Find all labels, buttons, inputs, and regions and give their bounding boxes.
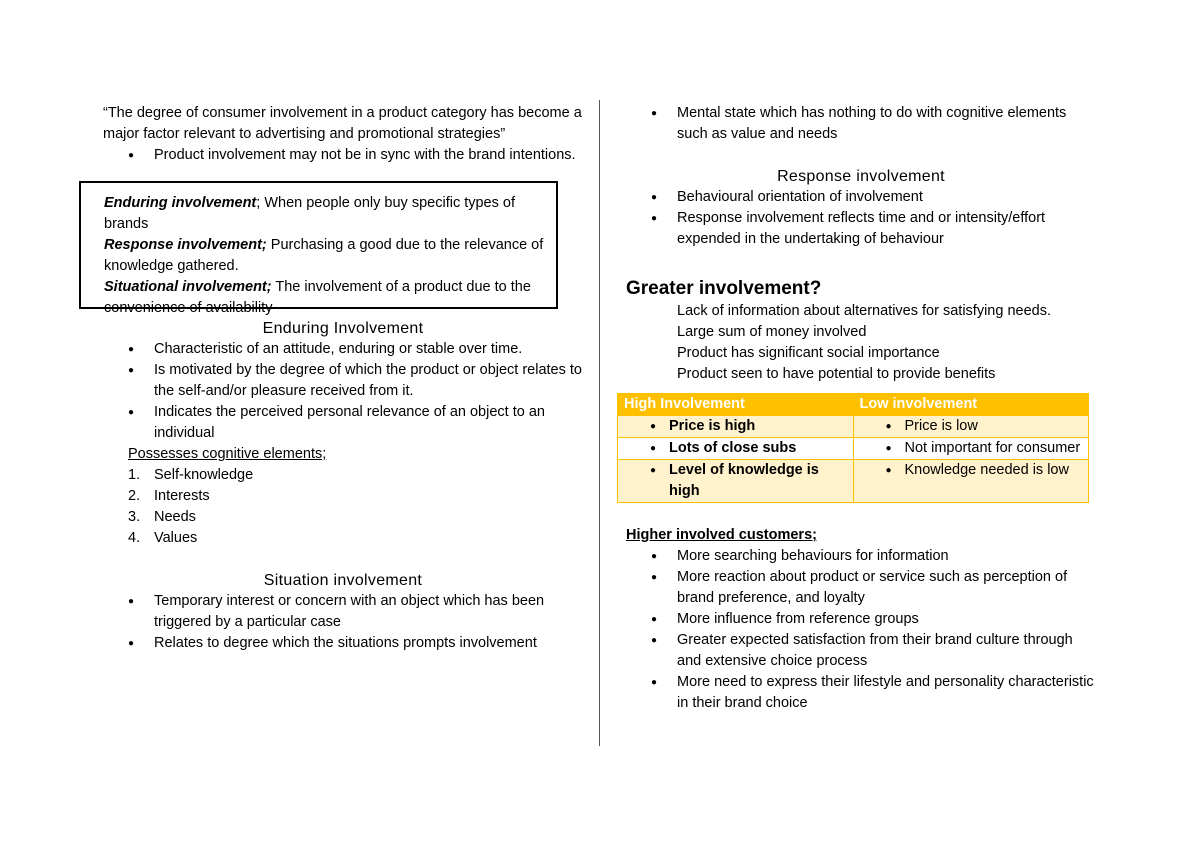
definition-situational (104, 277, 546, 319)
situation-involvement-heading: Situation involvement (263, 572, 423, 589)
list-item: ● Response involvement reflects time and or intensity/effort expended in the undertaking of behaviour (626, 208, 1096, 250)
definition-text: Purchasing a good due to the relevance of knowledge gathered. (104, 237, 544, 274)
table-row (618, 438, 1089, 460)
list-item: ● More searching behaviours for information (626, 546, 1096, 567)
left-column (103, 103, 583, 654)
involvement-table (617, 393, 1089, 503)
enduring-bullet-list (103, 339, 583, 444)
definition-text: When people only buy specific types of brands (104, 195, 515, 232)
situation-bullet-list (103, 591, 583, 654)
greater-line: Product seen to have potential to provide benefits (677, 366, 996, 382)
list-item: ● Is motivated by the degree of which the product or object relates to the self-and/or pleasure received from it. (103, 360, 583, 402)
greater-line: Lack of information about alternatives for satisfying needs. (677, 303, 1051, 319)
higher-involved-label: Higher involved customers; (626, 527, 817, 543)
definition-text: The involvement of a product due to the convenience of availability (104, 279, 531, 316)
table-cell: ● Price is low (853, 416, 1089, 438)
column-divider (599, 100, 600, 746)
definition-enduring: Enduring involvement; When people only buy specific types of brands (104, 195, 515, 232)
table-header-row (618, 394, 1089, 416)
definition-term: Response involvement; (104, 237, 267, 253)
cognitive-elements-list (103, 465, 583, 549)
list-item: 2. Interests (128, 488, 210, 504)
response-involvement-heading: Response involvement (777, 168, 945, 185)
table-row (618, 460, 1089, 503)
table-row (618, 416, 1089, 438)
table-cell: ● Not important for consumer (853, 438, 1089, 460)
definitions-box (79, 181, 558, 316)
list-item: ● Temporary interest or concern with an object which has been triggered by a particular case (103, 591, 583, 633)
table-cell: ● Price is high (618, 416, 854, 438)
mental-state-list (626, 103, 1096, 145)
table-header-high: High Involvement (618, 394, 854, 416)
list-item: ● Mental state which has nothing to do with cognitive elements such as value and needs (626, 103, 1096, 145)
intro-quote: “The degree of consumer involvement in a product category has become a major factor relevant to advertising and promotional strategies” (103, 105, 582, 142)
list-item: ● Relates to degree which the situations prompts involvement (103, 633, 583, 654)
table-cell: ● Level of knowledge is high (618, 460, 854, 503)
list-item: 1. Self-knowledge (128, 467, 254, 483)
definition-term: Situational involvement; (104, 279, 272, 295)
table-cell: ● Lots of close subs (618, 438, 854, 460)
list-item: ● More need to express their lifestyle and personality characteristic in their brand choice (626, 672, 1096, 714)
definition-term: Enduring involvement (104, 195, 257, 211)
right-column (626, 103, 1096, 714)
table-header-low: Low involvement (853, 394, 1089, 416)
list-item: 3. Needs (128, 509, 196, 525)
greater-line: Large sum of money involved (677, 324, 867, 340)
greater-involvement-heading: Greater involvement? (626, 278, 822, 299)
cognitive-elements-label: Possesses cognitive elements; (128, 446, 327, 462)
definition-response (104, 235, 546, 277)
list-item: ● Behavioural orientation of involvement (626, 187, 1096, 208)
list-item: ● Characteristic of an attitude, enduring or stable over time. (103, 339, 583, 360)
list-item: ● Greater expected satisfaction from their brand culture through and extensive choice process (626, 630, 1096, 672)
quote-bullet-list (103, 145, 583, 166)
list-item: 4. Values (128, 530, 198, 546)
list-item: ● More reaction about product or service such as perception of brand preference, and loyalty (626, 567, 1096, 609)
list-item: ● More influence from reference groups (626, 609, 1096, 630)
table-cell: ● Knowledge needed is low (853, 460, 1089, 503)
list-item: ● Indicates the perceived personal relevance of an object to an individual (103, 402, 583, 444)
enduring-involvement-heading: Enduring Involvement (262, 320, 424, 337)
higher-involved-list (626, 546, 1096, 714)
response-bullet-list (626, 187, 1096, 250)
list-item: ● Product involvement may not be in sync with the brand intentions. (103, 145, 583, 166)
greater-line: Product has significant social importance (677, 345, 940, 361)
